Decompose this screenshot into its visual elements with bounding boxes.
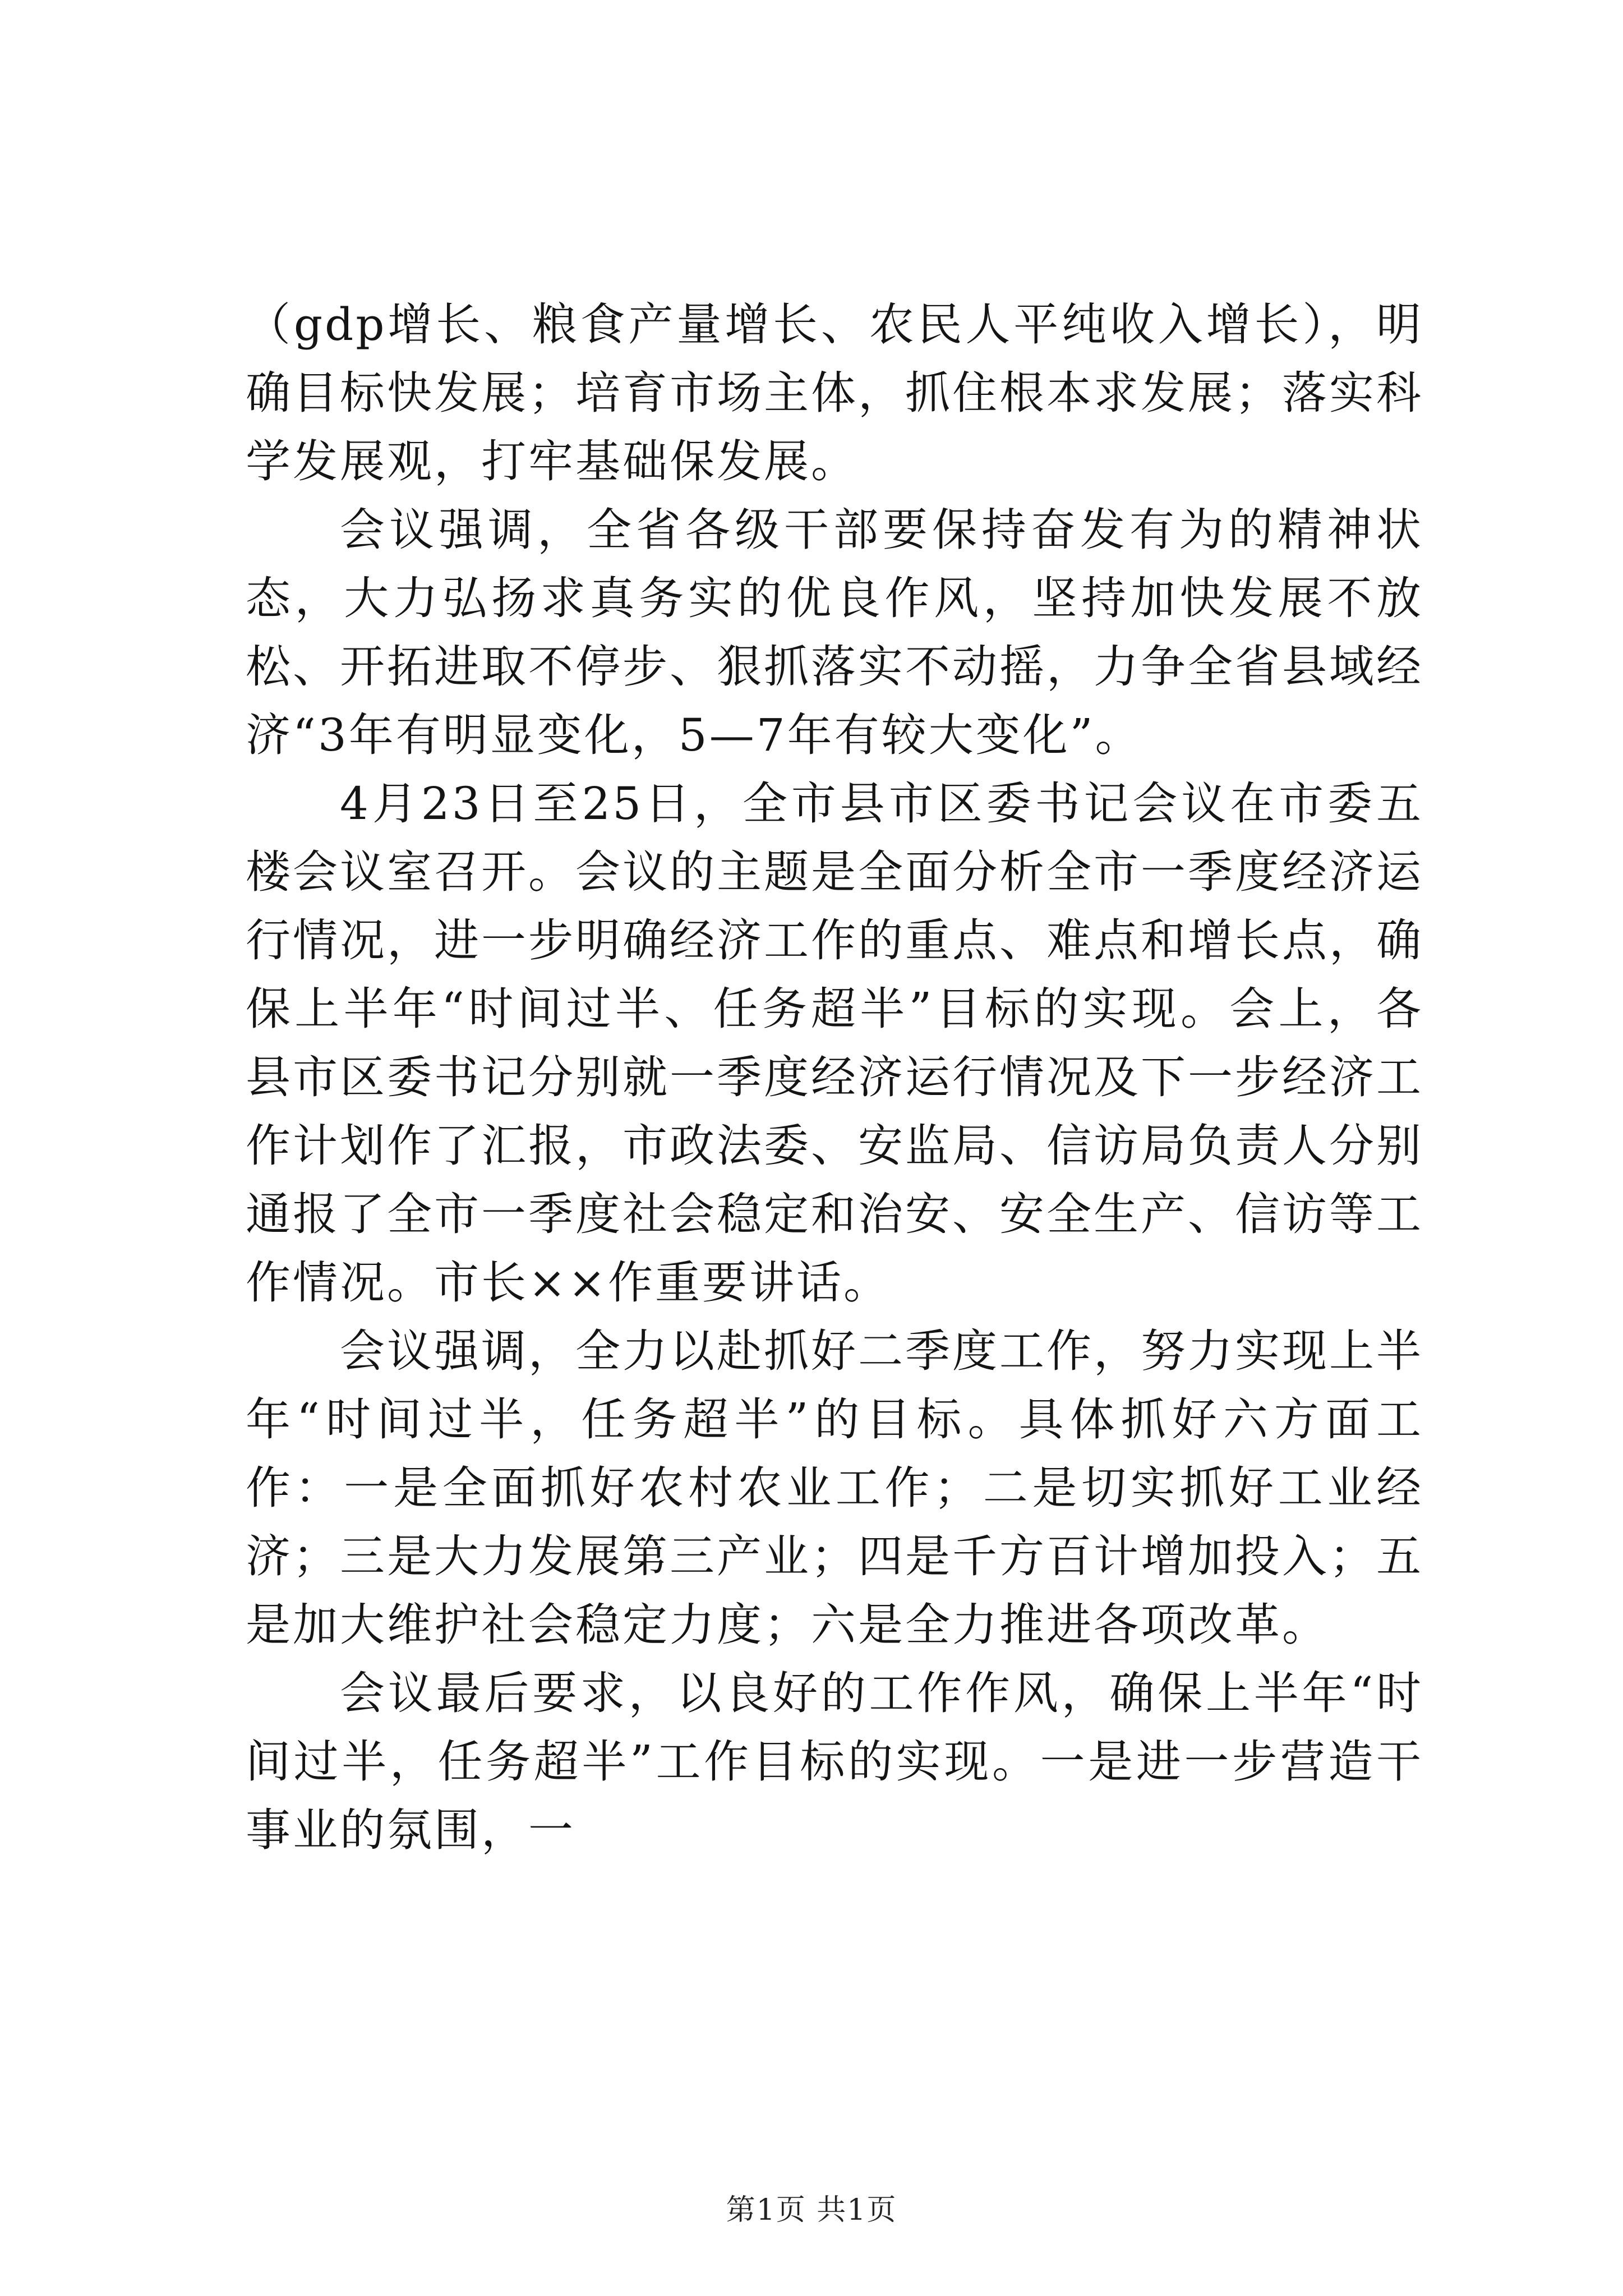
page-footer <box>0 2191 1623 2230</box>
paragraph-1: （gdp增长、粮食产量增长、农民人平纯收入增长），明确目标快发展；培育市场主体，抓住根本求发展；落实科学发展观，打牢基础保发展。 <box>246 298 1423 487</box>
paragraph-3: 4月23日至25日，全市县市区委书记会议在市委五楼会议室召开。会议的主题是全面分析全市一季度经济运行情况，进一步明确经济工作的重点、难点和增长点，确保上半年“时间过半、任务超半”目标的实现。会上，各县市区委书记分别就一季度经济运行情况及下一步经济工作计划作了汇报，市政法委、安监局、信访局负责人分别通报了全市一季度社会稳定和治安、安全生产、信访等工作情况。市长××作重要讲话。 <box>246 777 1423 1309</box>
document-body <box>246 291 1423 1865</box>
paragraph-5: 会议最后要求，以良好的工作作风，确保上半年“时间过半，任务超半”工作目标的实现。一是进一步营造干事业的氛围，一 <box>246 1667 1423 1856</box>
paragraph-2: 会议强调，全省各级干部要保持奋发有为的精神状态，大力弘扬求真务实的优良作风，坚持加快发展不放松、开拓进取不停步、狠抓落实不动摇，力争全省县域经济“3年有明显变化，5—7年有较大变化”。 <box>246 504 1423 761</box>
page-number-label: 第1页 共1页 <box>726 2193 897 2227</box>
paragraph-4: 会议强调，全力以赴抓好二季度工作，努力实现上半年“时间过半，任务超半”的目标。具体抓好六方面工作：一是全面抓好农村农业工作；二是切实抓好工业经济；三是大力发展第三产业；四是千方百计增加投入；五是加大维护社会稳定力度；六是全力推进各项改革。 <box>246 1325 1423 1651</box>
